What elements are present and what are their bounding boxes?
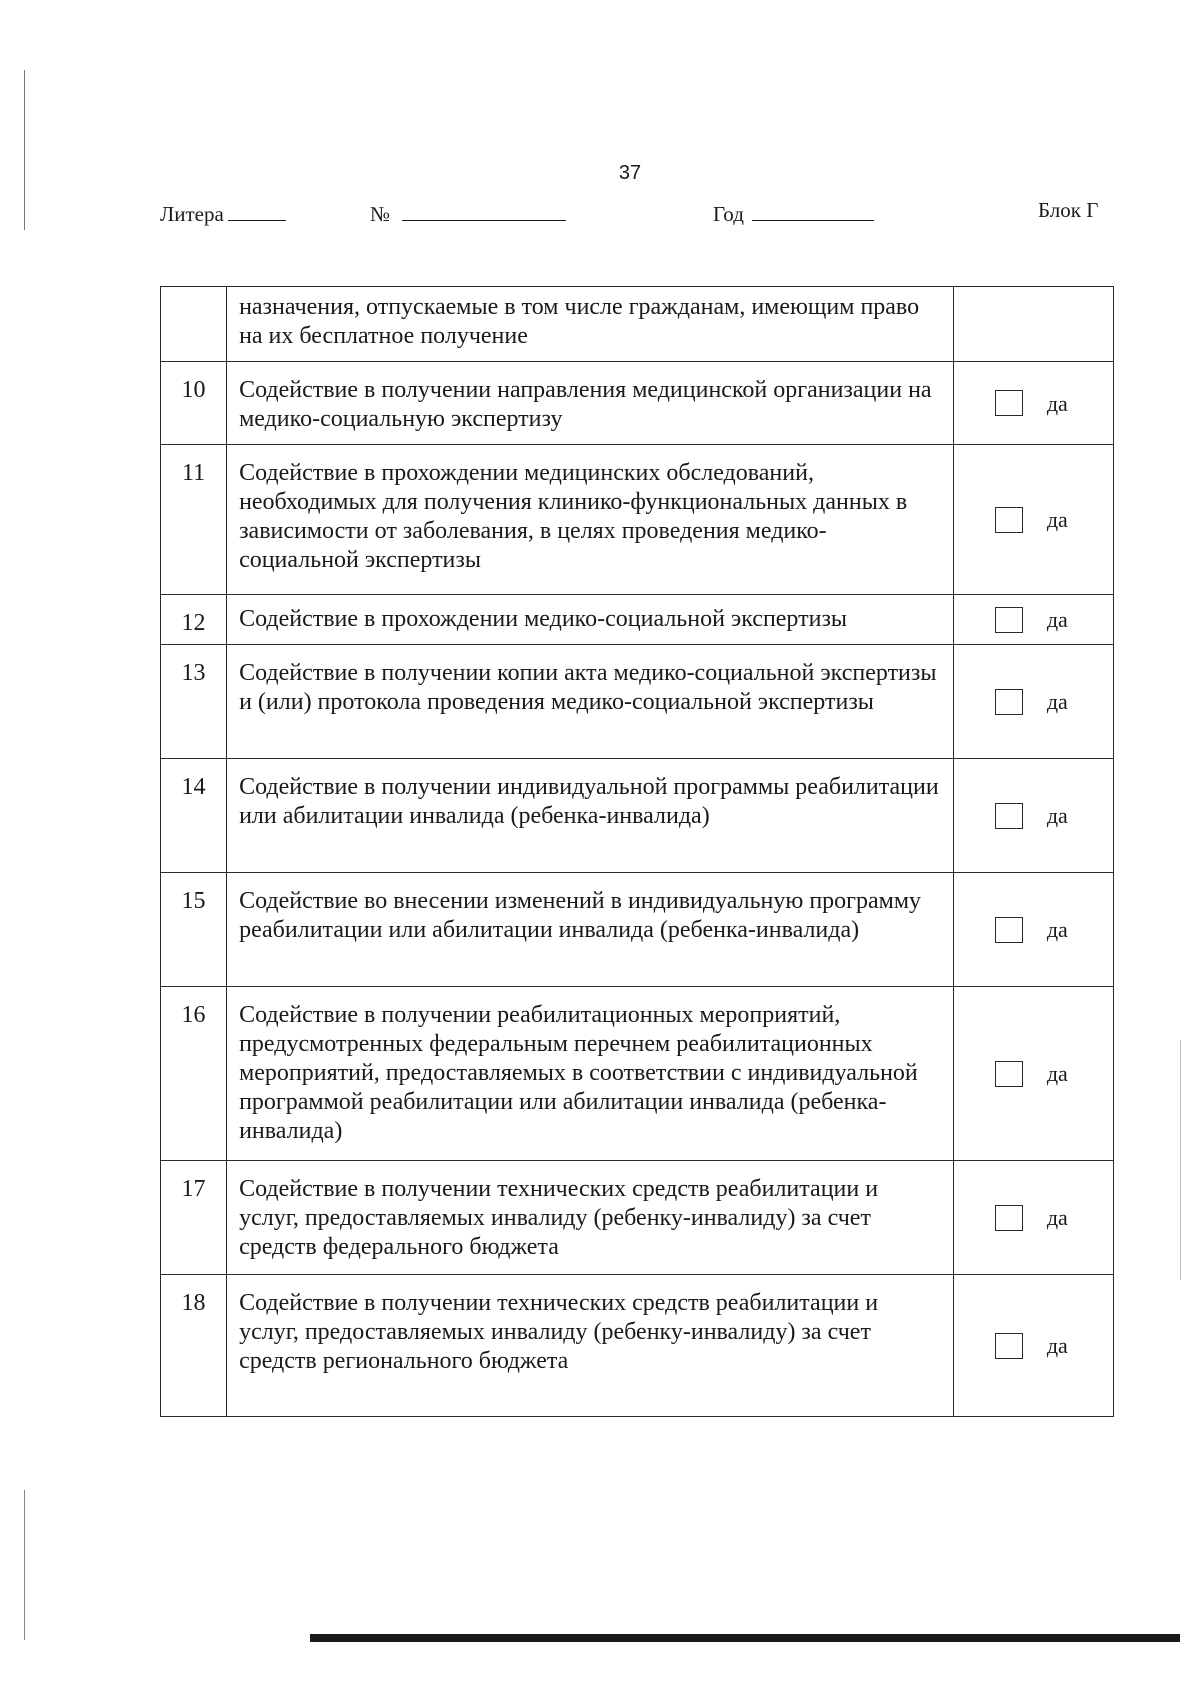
row-description: Содействие в получении технических средств реабилитации и услуг, предоставляемых инвалиду (ребенку-инвалиду) за счет средств федерального бюджета (227, 1161, 954, 1275)
services-table (160, 286, 1114, 1417)
row-number: 16 (161, 987, 227, 1161)
answer-checkbox[interactable] (995, 917, 1023, 943)
services-table-body (161, 287, 1114, 1417)
row-description: Содействие в прохождении медико-социальной экспертизы (227, 595, 954, 645)
row-description: Содействие во внесении изменений в индивидуальную программу реабилитации или абилитации инвалида (ребенка-инвалида) (227, 873, 954, 987)
number-label: № (370, 202, 391, 226)
table-row (161, 645, 1114, 759)
row-answer-cell (953, 987, 1113, 1161)
answer-option (955, 1059, 1112, 1088)
answer-option (955, 1203, 1112, 1232)
row-answer-cell (953, 362, 1113, 445)
answer-label: да (1046, 1333, 1068, 1358)
table-row (161, 759, 1114, 873)
litera-label: Литера (160, 202, 224, 226)
year-field (713, 200, 874, 227)
answer-label: да (1046, 1205, 1068, 1230)
row-number (161, 287, 227, 362)
answer-label: да (1046, 390, 1068, 416)
table-row (161, 595, 1114, 645)
scan-edge-mark (24, 1490, 25, 1640)
number-blank[interactable] (402, 200, 566, 221)
answer-checkbox[interactable] (995, 1333, 1023, 1359)
answer-option (955, 687, 1112, 716)
row-number: 11 (161, 445, 227, 595)
answer-checkbox[interactable] (995, 689, 1023, 715)
answer-label: да (1046, 917, 1068, 942)
number-field (370, 200, 566, 227)
page-number: 37 (618, 162, 642, 184)
answer-option (955, 801, 1112, 830)
answer-checkbox[interactable] (995, 607, 1023, 633)
answer-label: да (1046, 507, 1068, 532)
row-description: Содействие в получении направления медицинской организации на медико-социальную экспертизу (227, 362, 954, 445)
row-description: Содействие в получении технических средств реабилитации и услуг, предоставляемых инвалиду (ребенку-инвалиду) за счет средств регионального бюджета (227, 1275, 954, 1417)
row-answer-cell (953, 1161, 1113, 1275)
row-answer-cell (953, 873, 1113, 987)
answer-option (955, 505, 1112, 534)
answer-label: да (1046, 689, 1068, 714)
answer-option (955, 1331, 1112, 1360)
row-answer-cell (953, 759, 1113, 873)
table-row (161, 362, 1114, 445)
answer-option (955, 605, 1112, 634)
row-answer-cell (953, 645, 1113, 759)
table-row (161, 1161, 1114, 1275)
year-label: Год (713, 202, 744, 226)
table-row (161, 1275, 1114, 1417)
row-answer-cell (953, 1275, 1113, 1417)
row-description: Содействие в прохождении медицинских обследований, необходимых для получения клинико-функциональных данных в зависимости от заболевания, в целях проведения медико-социальной экспертизы (227, 445, 954, 595)
row-description: Содействие в получении реабилитационных мероприятий, предусмотренных федеральным перечнем реабилитационных мероприятий, предоставляемых в соответствии с индивидуальной программой реабилитации или абилитации инвалида (ребенка-инвалида) (227, 987, 954, 1161)
answer-checkbox[interactable] (995, 803, 1023, 829)
table-row (161, 287, 1114, 362)
scan-edge-mark (24, 70, 25, 230)
table-row (161, 445, 1114, 595)
answer-checkbox[interactable] (995, 507, 1023, 533)
litera-blank[interactable] (228, 200, 286, 221)
row-answer-cell (953, 595, 1113, 645)
row-answer-cell (953, 287, 1113, 362)
block-label: Блок Г (1038, 198, 1099, 222)
answer-checkbox[interactable] (995, 390, 1023, 416)
answer-option (955, 915, 1112, 944)
row-description: назначения, отпускаемые в том числе гражданам, имеющим право на их бесплатное получение (227, 287, 954, 362)
year-blank[interactable] (752, 200, 874, 221)
answer-checkbox[interactable] (995, 1061, 1023, 1087)
row-description: Содействие в получении копии акта медико-социальной экспертизы и (или) протокола проведения медико-социальной экспертизы (227, 645, 954, 759)
row-number: 18 (161, 1275, 227, 1417)
answer-label: да (1046, 803, 1068, 828)
table-row (161, 873, 1114, 987)
row-description: Содействие в получении индивидуальной программы реабилитации или абилитации инвалида (ребенка-инвалида) (227, 759, 954, 873)
row-answer-cell (953, 445, 1113, 595)
answer-label: да (1046, 1061, 1068, 1086)
row-number: 12 (161, 595, 227, 645)
answer-option (955, 389, 1112, 418)
row-number: 13 (161, 645, 227, 759)
scan-edge-mark (1180, 1040, 1181, 1280)
scan-bottom-bar (310, 1634, 1180, 1642)
table-row (161, 987, 1114, 1161)
row-number: 10 (161, 362, 227, 445)
answer-checkbox[interactable] (995, 1205, 1023, 1231)
litera-field (160, 200, 286, 227)
row-number: 17 (161, 1161, 227, 1275)
answer-label: да (1046, 607, 1068, 632)
row-number: 14 (161, 759, 227, 873)
row-number: 15 (161, 873, 227, 987)
